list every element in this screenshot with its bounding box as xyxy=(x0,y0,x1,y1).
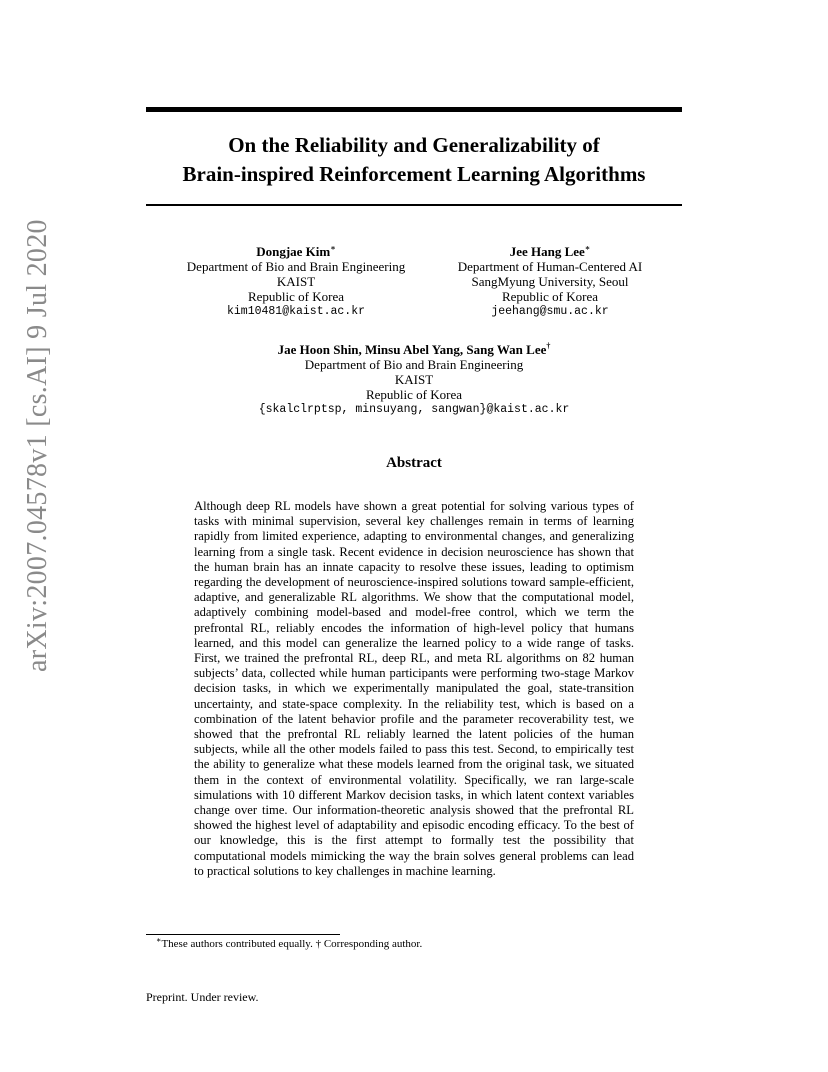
abstract-body: Although deep RL models have shown a great potential for solving various types of tasks with minimal supervision, several key challenges remain in terms of learning rapidly from limited experience, adapting to environmental changes, and generalizing learning from a single task. Recent evidence in decision neuroscience has shown that the human brain has an innate capacity to resolve these issues, leading to optimism regarding the development of neuroscience-inspired solutions toward sample-efficient, adaptive, and generalizable RL algorithms. We show that the computational model, adaptively combining model-based and model-free control, which we term the prefrontal RL, reliably encodes the information of high-level policy that humans learned, and this model can generalize the learned policy to a wide range of tasks. First, we trained the prefrontal RL, deep RL, and meta RL algorithms on 82 human subjects’ data, collected while human participants were performing two-stage Markov decision tasks, in which we experimentally manipulated the goal, state-transition uncertainty, and state-space complexity. In the reliability test, which is based on a combination of the latent behavior profile and the parameter recoverability test, we showed that the prefrontal RL reliably learned the latent policies of the human subjects, while all the other models failed to pass this test. Second, to empirically test the ability to generalize what these models learned from the original task, we situated them in the context of environmental volatility. Specifically, we ran large-scale simulations with 10 different Markov decision tasks, in which latent context variables change over time. Our information-theoretic analysis showed that the prefrontal RL showed the highest level of adaptability and episodic encoding efficacy. To the best of our knowledge, this is the first attempt to formally test the possibility that computational models mimicking the way the brain solves general problems can lead to practical solutions to key challenges in machine learning. xyxy=(194,499,634,878)
author-block-shin-yang-lee xyxy=(214,342,614,417)
author-email: jeehang@smu.ac.kr xyxy=(491,305,609,318)
author-institution: SangMyung University, Seoul xyxy=(471,274,629,289)
author-name: Dongjae Kim∗ xyxy=(256,243,336,259)
paper-title-line-1: On the Reliability and Generalizability of xyxy=(228,133,600,157)
author-institution: KAIST xyxy=(276,274,316,289)
author-block-lee xyxy=(430,244,670,319)
author-department: Department of Bio and Brain Engineering xyxy=(304,357,524,372)
author-mark: † xyxy=(546,341,551,351)
author-country: Republic of Korea xyxy=(365,387,463,402)
arxiv-identifier-stamp xyxy=(16,219,56,672)
footnote xyxy=(156,935,423,951)
footnote-mark: ∗ xyxy=(156,935,162,945)
title-top-rule xyxy=(146,107,682,112)
author-email: kim10481@kaist.ac.kr xyxy=(226,305,366,318)
author-mark: ∗ xyxy=(330,243,336,253)
preprint-note: Preprint. Under review. xyxy=(146,990,259,1004)
paper-title xyxy=(146,131,682,189)
author-department: Department of Human-Centered AI xyxy=(457,259,643,274)
abstract-heading: Abstract xyxy=(386,455,442,471)
author-country: Republic of Korea xyxy=(501,289,599,304)
footnote-rule xyxy=(146,934,340,935)
title-bottom-rule xyxy=(146,204,682,206)
author-name: Jae Hoon Shin, Minsu Abel Yang, Sang Wan Lee† xyxy=(277,341,551,357)
author-mark: ∗ xyxy=(584,243,591,253)
author-department: Department of Bio and Brain Engineering xyxy=(186,259,406,274)
author-country: Republic of Korea xyxy=(247,289,345,304)
author-email: {skalclrptsp, minsuyang, sangwan}@kaist.ac.kr xyxy=(258,403,570,416)
author-institution: KAIST xyxy=(394,372,434,387)
footnote-text: These authors contributed equally. † Corresponding author. xyxy=(161,938,423,950)
author-block-kim xyxy=(176,244,416,319)
arxiv-identifier-text: arXiv:2007.04578v1 [cs.AI] 9 Jul 2020 xyxy=(22,219,53,672)
author-name: Jee Hang Lee∗ xyxy=(509,243,591,259)
paper-title-line-2: Brain-inspired Reinforcement Learning Algorithms xyxy=(182,162,646,186)
